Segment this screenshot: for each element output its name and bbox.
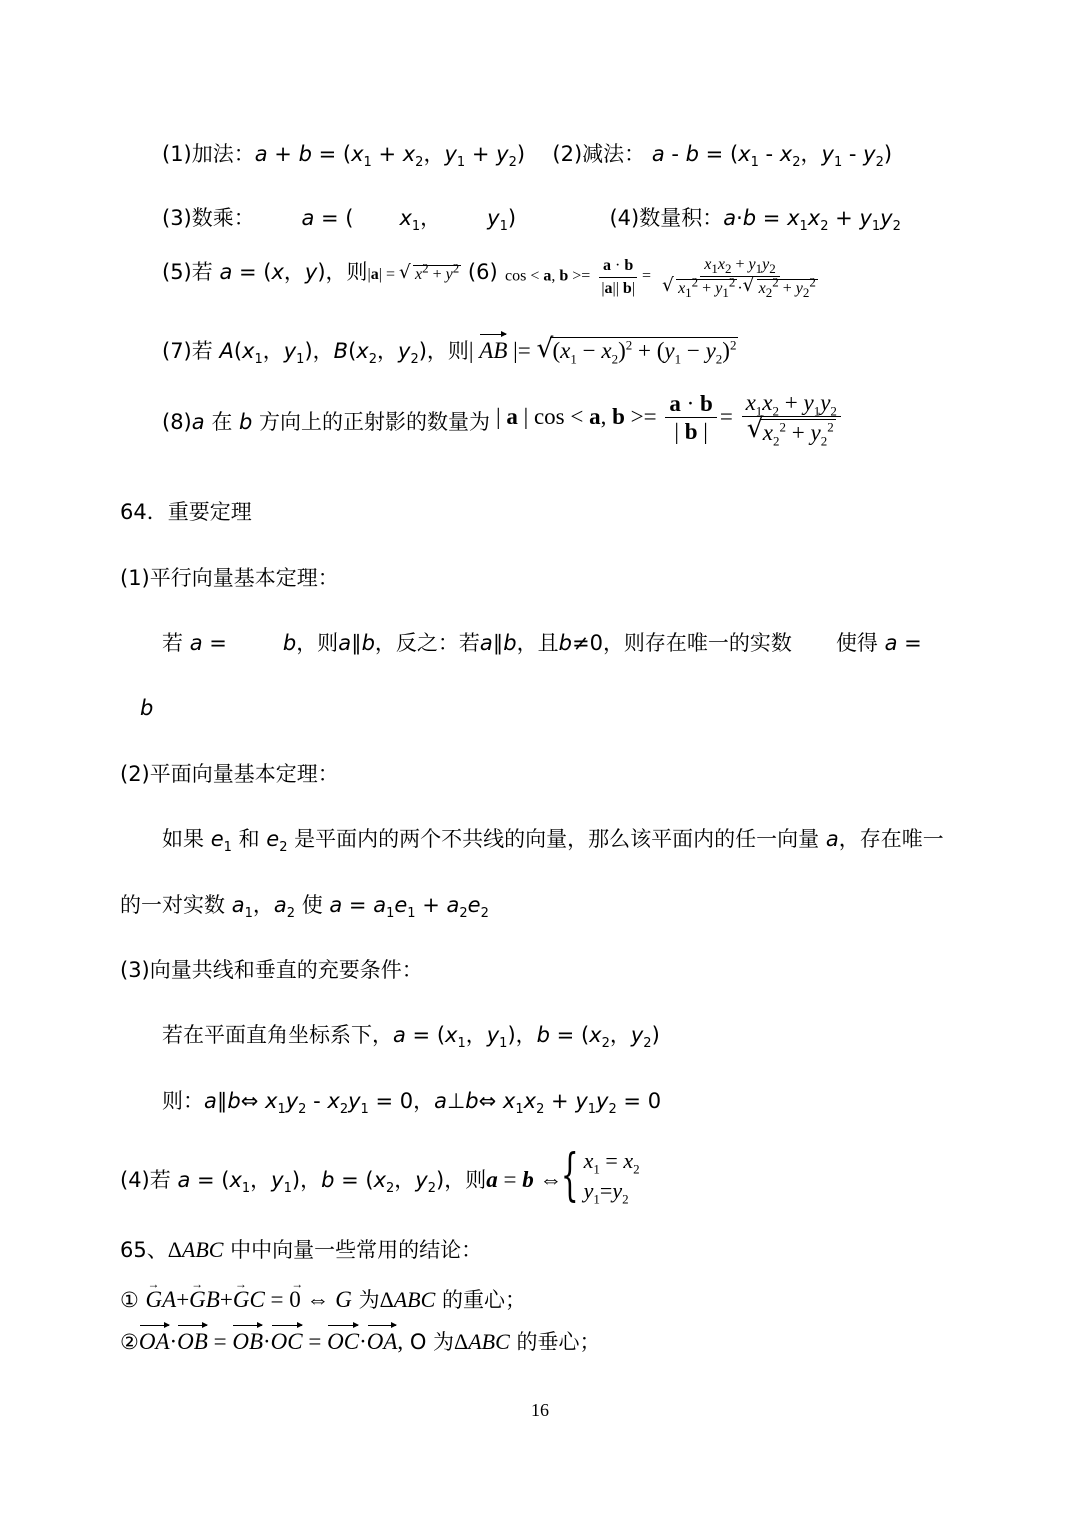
section-65-title: 65、ΔABC 中中向量一些常用的结论：	[120, 1237, 483, 1262]
conclusion-orthocenter: ②OA·OB = OB·OC = OC·OA, O 为ΔABC 的垂心；	[120, 1329, 601, 1354]
theorem-4: (4)若 $a = (x_1$，$y_1$)，$b = (x_2$，$y_2$)，则a = b ⇔	[120, 1167, 563, 1197]
theorem-1-body: 若 a = b，则a∥b，反之：若a∥b，且b≠0，则存在唯一的实数 使得 a =	[162, 631, 922, 655]
formula-distance: (7)若 $A(x_1$，$y_1$)，$B(x_2$，$y_2$)，则| AB |= √ $(x_1 - x_2)^2 + (y_1 - y_2)^2$	[162, 337, 738, 365]
conclusion-centroid: ① → GA+→ GB+→ GC = → 0 ⇔ G 为ΔABC 的重心；	[120, 1286, 526, 1314]
theorem-3-body: 若在平面直角坐标系下，$a = (x_1$，$y_1$)，$b = (x_2$，$y_2$)	[162, 1023, 660, 1052]
label-5: (5)若	[162, 260, 213, 284]
formula-magnitude-cos: (5)若 a = (x，y)，则|a| = √ $x^2 + y^2$ (6)	[162, 258, 498, 289]
projection-expression: | a | cos < a, b >= $\frac{a \cdot b}{| b |}$ = $x_1x_2 + y_1y_2$ √ $x_2^2 + y_2^2$	[496, 392, 844, 445]
page-number: 16	[531, 1400, 549, 1420]
theorem-2-body-cont: 的一对实数 $a_1$，$a_2$ 使 $a = a_1e_1 + a_2e_2$	[120, 893, 489, 922]
theorem-3-title: (3)向量共线和垂直的充要条件：	[120, 958, 423, 982]
formula-scalar-dot: (3)数乘： a = ( $x_1$， $y_1$) (4)数量积：$a\cdot b = x_1x_2 + y_1y_2$	[162, 206, 901, 235]
formula-projection: (8)a 在 b 方向上的正射影的数量为	[162, 410, 491, 434]
cosine-formula: cos < a, b >= $\frac{a \cdot b}{|a|| b|}$ = $x_1x_2 + y_1y_2$ √ $x_1^2 + y_1^2$ ·√ $x_2^2 + y_2^2$	[505, 256, 825, 298]
label-7: (7)若	[162, 339, 213, 363]
label-addition: (1)加法：	[162, 142, 255, 166]
label-scalar-mult: (3)数乘：	[162, 206, 255, 230]
theorem-2-body: 如果 $e_1$ 和 $e_2$ 是平面内的两个不共线的向量，那么该平面内的任一向量 a，存在唯一	[162, 827, 944, 856]
theorem-3-conditions: 则：a∥b⇔ $x_1y_2 - x_2y_1 = 0$，a⊥b⇔ $x_1x_2 + y_1y_2 = 0$	[162, 1089, 662, 1118]
equality-system: { $x_1 = x_2$ $y_1=y_2$	[560, 1143, 640, 1208]
label-6: (6)	[467, 260, 498, 284]
theorem-1-title: (1)平行向量基本定理：	[120, 566, 339, 590]
theorem-2-title: (2)平面向量基本定理：	[120, 762, 339, 786]
theorem-1-body-cont: b	[140, 696, 154, 720]
section-64-title: 64．重要定理	[120, 500, 252, 524]
label-subtraction: (2)减法：	[552, 142, 646, 166]
label-dot-product: (4)数量积：	[609, 206, 724, 230]
formula-add-sub: (1)加法：$a + b = (x_1 + x_2$，$y_1 + y_2$) (2)减法： $a - b = (x_1 - x_2$，$y_1 - y_2$)	[162, 142, 893, 171]
